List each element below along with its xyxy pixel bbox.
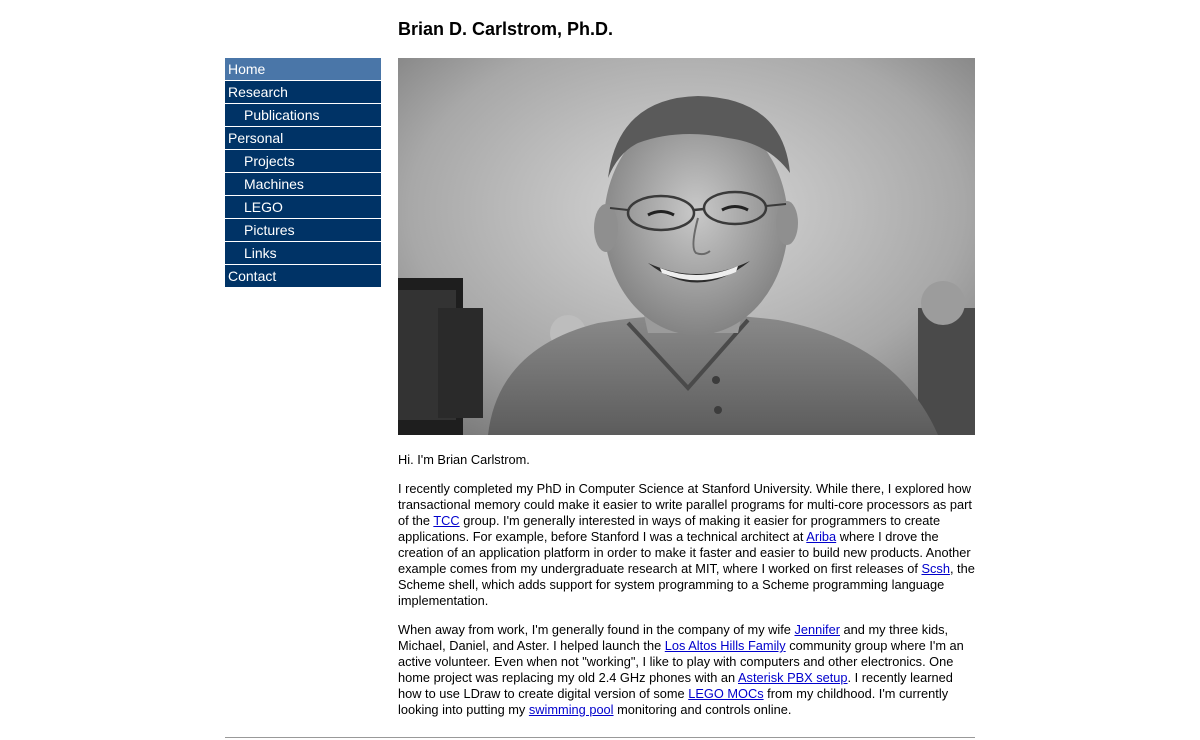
text-span: and my three kids, Michael, Daniel, and Aster. I helped launch the	[398, 622, 949, 653]
portrait-photo	[398, 58, 975, 435]
footer-divider	[225, 737, 975, 738]
text-span: , the Scheme shell, which adds support for system programming to a Scheme programming language implementation.	[398, 561, 975, 608]
sidebar-item-projects[interactable]: Projects	[225, 150, 381, 172]
sidebar-item-pictures[interactable]: Pictures	[225, 219, 381, 241]
text-span: where I drove the creation of an application platform in order to make it faster and easier to build new products. Another example comes from my undergraduate research at MIT, where I worked on first releases of	[398, 529, 971, 576]
jennifer-link[interactable]: Jennifer	[794, 622, 840, 637]
lego-mocs-link[interactable]: LEGO MOCs	[688, 686, 764, 701]
main-content	[398, 452, 975, 731]
portrait-image	[398, 58, 975, 435]
text-span: group. I'm generally interested in ways of making it easier for programmers to create applications. For example, before Stanford I was a technical architect at	[398, 513, 941, 544]
sidebar-item-publications[interactable]: Publications	[225, 104, 381, 126]
text-span: When away from work, I'm generally found in the company of my wife	[398, 622, 795, 637]
text-span: monitoring and controls online.	[613, 702, 792, 717]
sidebar-item-links[interactable]: Links	[225, 242, 381, 264]
text-span: from my childhood. I'm currently looking into putting my	[398, 686, 949, 717]
page-title: Brian D. Carlstrom, Ph.D.	[398, 19, 614, 39]
scsh-link[interactable]: Scsh	[921, 561, 950, 576]
text-span: I recently completed my PhD in Computer Science at Stanford University. While there, I explored how transactional memory could make it easier to write parallel programs for multi-core processors as part of the	[398, 481, 972, 528]
intro-paragraph: Hi. I'm Brian Carlstrom.	[398, 452, 530, 467]
tcc-link[interactable]: TCC	[433, 513, 460, 528]
text-span: community group where I'm an active volunteer. Even when not "working", I like to play with computers and other electronics. One home project was replacing my old 2.4 GHz phones with an	[398, 638, 964, 685]
sidebar-item-machines[interactable]: Machines	[225, 173, 381, 195]
personal-paragraph	[398, 622, 975, 718]
sidebar-item-personal[interactable]: Personal	[225, 127, 381, 149]
sidebar-nav	[225, 58, 381, 288]
sidebar-item-home[interactable]: Home	[225, 58, 381, 80]
asterisk-pbx-link[interactable]: Asterisk PBX setup	[738, 670, 848, 685]
swimming-pool-link[interactable]: swimming pool	[528, 702, 614, 717]
ariba-link[interactable]: Ariba	[806, 529, 837, 544]
sidebar-item-research[interactable]: Research	[225, 81, 381, 103]
sidebar-item-lego[interactable]: LEGO	[225, 196, 381, 218]
research-paragraph	[398, 481, 975, 609]
sidebar-item-contact[interactable]: Contact	[225, 265, 381, 287]
los-altos-hills-family-link[interactable]: Los Altos Hills Family	[664, 638, 786, 653]
text-span: . I recently learned how to use LDraw to create digital version of some	[398, 670, 953, 701]
